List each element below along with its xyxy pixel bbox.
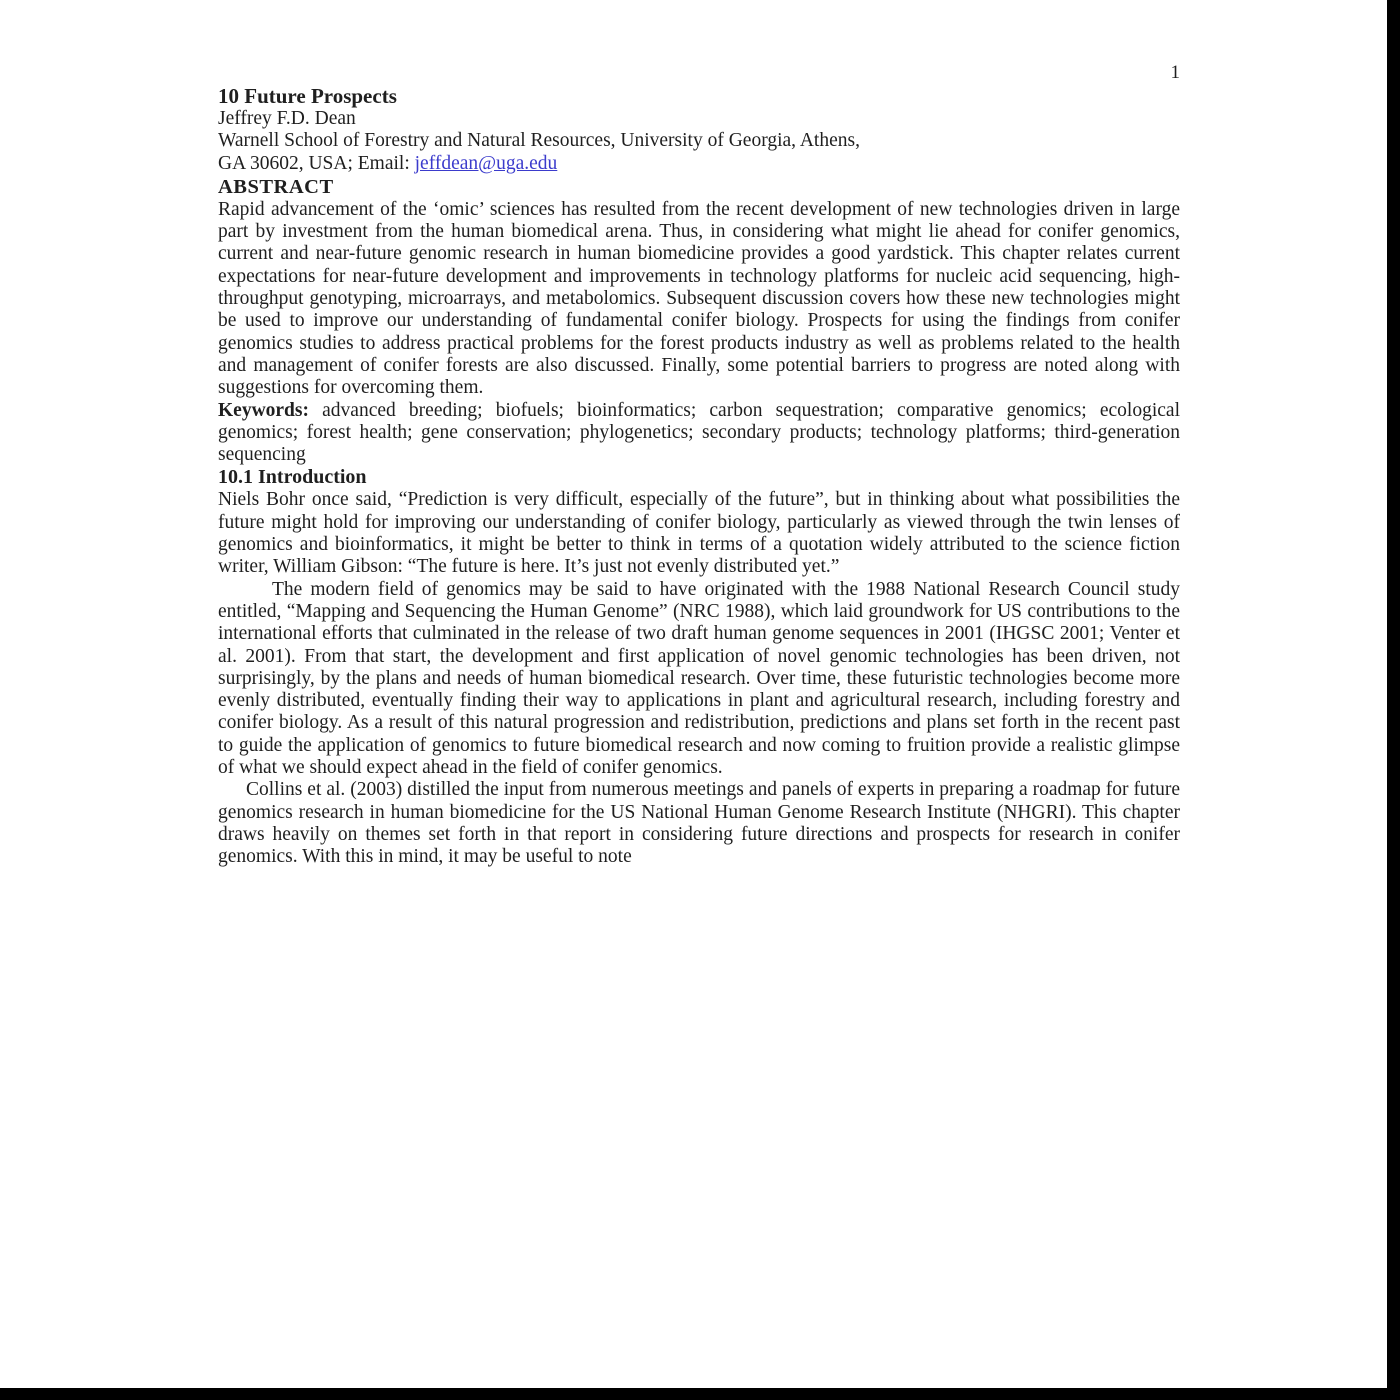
chapter-title: 10 Future Prospects <box>218 84 397 108</box>
author-block <box>218 108 1180 175</box>
keywords-label: Keywords: <box>218 399 309 421</box>
introduction-paragraph-2: The modern field of genomics may be said to have originated with the 1988 National Research Council study entitled, “Mapping and Sequencing the Human Genome” (NRC 1988), which laid groundwork for US contributions to the international efforts that culminated in the release of two draft human genome sequences in 2001 (IHGSC 2001; Venter et al. 2001). From that start, the development and first application of novel genomic technologies has been driven, not surprisingly, by the plans and needs of human biomedical research. Over time, these futuristic technologies become more evenly distributed, eventually finding their way to applications in plant and agricultural research, including forestry and conifer biology. As a result of this natural progression and redistribution, predictions and plans set forth in the recent past to guide the application of genomics to future biomedical research and now coming to fruition provide a realistic glimpse of what we should expect ahead in the field of conifer genomics. <box>218 578 1180 779</box>
author-affiliation: Warnell School of Forestry and Natural Resources, University of Georgia, Athens, <box>218 130 860 152</box>
keywords-paragraph <box>218 400 1180 467</box>
page-number: 1 <box>1170 62 1180 83</box>
scan-border-bottom <box>0 1388 1400 1400</box>
author-address-line <box>218 153 1180 175</box>
section-heading-introduction: 10.1 Introduction <box>218 466 367 489</box>
email-link[interactable]: jeffdean@uga.edu <box>414 152 558 174</box>
abstract-paragraph: Rapid advancement of the ‘omic’ sciences has resulted from the recent development of new technologies driven in large part by investment from the human biomedical arena. Thus, in considering what might lie ahead for conifer genomics, current and near-future genomic research in human biomedicine provides a good yardstick. This chapter relates current expectations for near-future development and improvements in technology platforms for nucleic acid sequencing, high-throughput genotyping, microarrays, and metabolomics. Subsequent discussion covers how these new technologies might be used to improve our understanding of fundamental conifer biology. Prospects for using the findings from conifer genomics studies to address practical problems for the forest products industry as well as problems related to the health and management of conifer forests are also discussed. Finally, some potential barriers to progress are noted along with suggestions for overcoming them. <box>218 198 1180 399</box>
abstract-heading: ABSTRACT <box>218 175 334 198</box>
keywords-list: advanced breeding; biofuels; bioinformatics; carbon sequestration; comparative genomics; ecological genomics; forest health; gene conservation; phylogenetics; secondary products; technology platforms; third-generation sequencing <box>218 399 1180 466</box>
author-name: Jeffrey F.D. Dean <box>218 108 356 129</box>
document-page <box>218 62 1180 869</box>
introduction-paragraph-1: Niels Bohr once said, “Prediction is very difficult, especially of the future”, but in thinking about what possibilities the future might hold for improving our understanding of conifer biology, particularly as viewed through the twin lenses of genomics and bioinformatics, it might be better to think in terms of a quotation widely attributed to the science fiction writer, William Gibson: “The future is here. It’s just not evenly distributed yet.” <box>218 489 1180 578</box>
scan-border-right <box>1387 0 1400 1400</box>
introduction-paragraph-3: Collins et al. (2003) distilled the input from numerous meetings and panels of experts in preparing a roadmap for future genomics research in human biomedicine for the US National Human Genome Research Institute (NHGRI). This chapter draws heavily on themes set forth in that report in considering future directions and prospects for research in conifer genomics. With this in mind, it may be useful to note <box>218 779 1180 868</box>
author-address-text: GA 30602, USA; Email: <box>218 152 415 174</box>
